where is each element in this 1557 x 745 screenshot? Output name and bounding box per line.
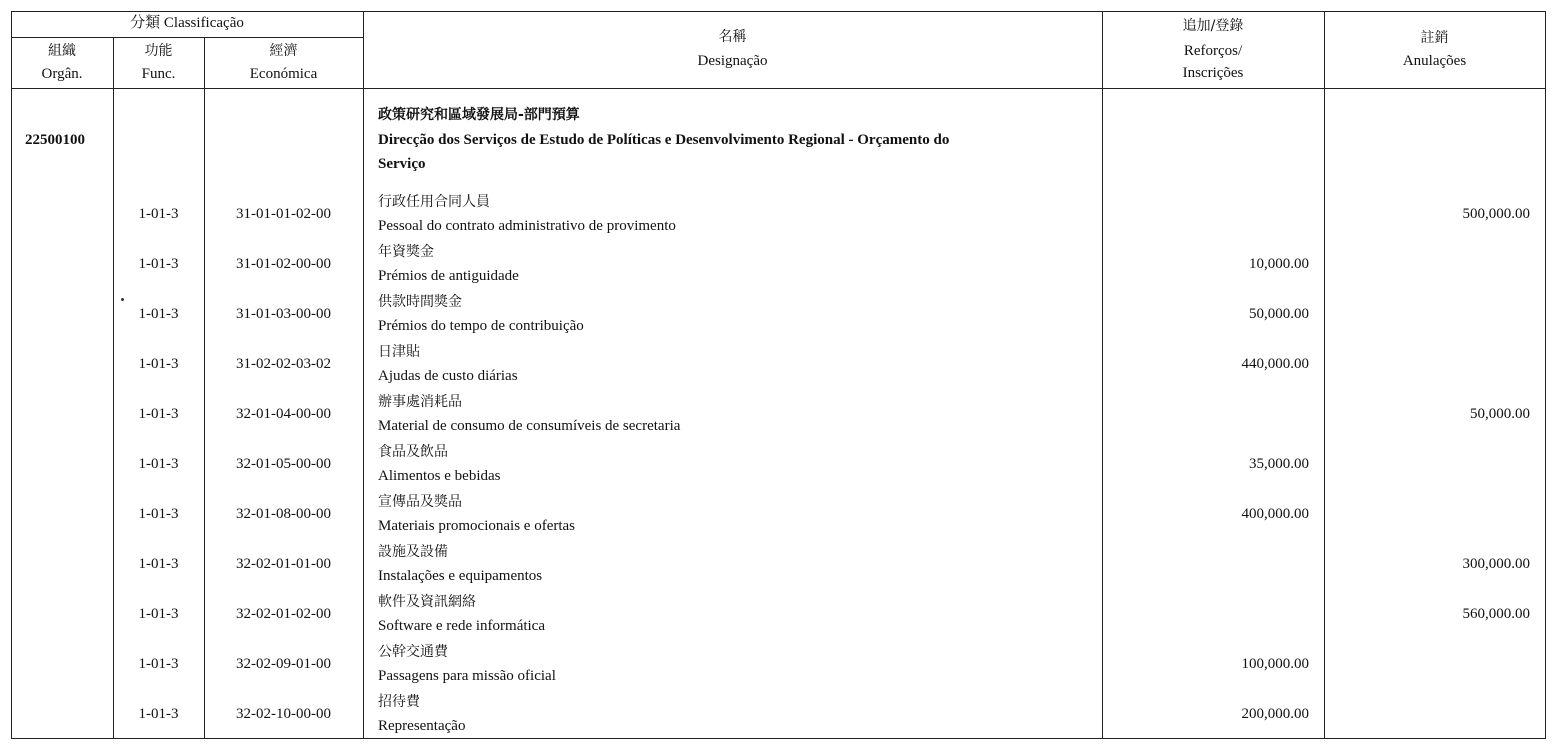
row-designation-zh: 宣傳品及獎品 [378, 494, 462, 510]
add-header-zh: 追加/登錄 [1182, 18, 1244, 34]
row-reinforcement-amount: 400,000.00 [1241, 506, 1309, 522]
row-designation-zh: 招待費 [378, 694, 420, 710]
row-reinforcement-amount: 50,000.00 [1249, 306, 1309, 322]
row-designation-zh: 設施及設備 [378, 544, 448, 560]
col-divider-econ [363, 11, 364, 739]
row-econ-code: 32-02-10-00-00 [236, 706, 331, 722]
row-econ-code: 32-02-09-01-00 [236, 656, 331, 672]
row-designation-pt: Material de consumo de consumíveis de secretaria [378, 418, 681, 434]
row-designation-pt: Passagens para missão oficial [378, 668, 556, 684]
row-designation-zh: 辦事處消耗品 [378, 394, 462, 410]
cancel-header-zh: 註銷 [1420, 30, 1449, 46]
cancel-header-pt: Anulações [1402, 53, 1467, 69]
row-econ-code: 31-01-03-00-00 [236, 306, 331, 322]
col-divider-func [204, 37, 205, 739]
row-reinforcement-amount: 200,000.00 [1241, 706, 1309, 722]
row-func-code: 1-01-3 [138, 706, 179, 722]
row-func-code: 1-01-3 [138, 456, 179, 472]
table-left-border [11, 11, 12, 739]
row-designation-zh: 年資獎金 [378, 244, 434, 260]
row-designation-pt: Pessoal do contrato administrativo de provimento [378, 218, 676, 234]
row-econ-code: 32-01-05-00-00 [236, 456, 331, 472]
org-header-zh: 組織 [48, 43, 76, 59]
table-bottom-border [11, 738, 1546, 739]
row-econ-code: 31-02-02-03-02 [236, 356, 331, 372]
row-designation-pt: Prémios do tempo de contribuição [378, 318, 584, 334]
row-designation-zh: 食品及飲品 [378, 444, 448, 460]
row-designation-pt: Software e rede informática [378, 618, 545, 634]
row-func-code: 1-01-3 [138, 606, 179, 622]
row-func-code: 1-01-3 [138, 506, 179, 522]
func-header-zh: 功能 [144, 43, 173, 59]
row-func-code: 1-01-3 [138, 206, 179, 222]
econ-header-pt: Económica [249, 66, 318, 82]
name-header-pt: Designação [697, 53, 768, 69]
row-designation-pt: Materiais promocionais e ofertas [378, 518, 576, 534]
org-name-pt-line1: Direcção dos Serviços de Estudo de Políticas e Desenvolvimento Regional - Orçamento do [378, 132, 950, 148]
row-designation-pt: Prémios de antiguidade [378, 268, 519, 284]
row-func-code: 1-01-3 [138, 306, 179, 322]
row-func-code: 1-01-3 [138, 356, 179, 372]
row-func-code: 1-01-3 [138, 656, 179, 672]
table-right-border [1545, 11, 1546, 739]
table-top-border [11, 11, 1546, 12]
row-cancellation-amount: 500,000.00 [1462, 206, 1530, 222]
row-econ-code: 32-02-01-02-00 [236, 606, 331, 622]
add-header-pt2: Inscrições [1182, 65, 1244, 81]
name-header-zh: 名稱 [718, 29, 747, 45]
row-designation-zh: 軟件及資訊網絡 [378, 594, 476, 610]
row-designation-zh: 日津貼 [378, 344, 420, 360]
row-econ-code: 32-01-04-00-00 [236, 406, 331, 422]
header-bottom-border [11, 88, 1546, 89]
econ-header-zh: 經濟 [269, 43, 298, 59]
classification-divider [11, 37, 363, 38]
scan-speck [121, 298, 124, 301]
row-func-code: 1-01-3 [138, 256, 179, 272]
row-reinforcement-amount: 100,000.00 [1241, 656, 1309, 672]
row-func-code: 1-01-3 [138, 406, 179, 422]
row-econ-code: 31-01-01-02-00 [236, 206, 331, 222]
row-econ-code: 31-01-02-00-00 [236, 256, 331, 272]
row-designation-pt: Alimentos e bebidas [378, 468, 501, 484]
row-func-code: 1-01-3 [138, 556, 179, 572]
org-name-zh: 政策研究和區域發展局-部門預算 [378, 107, 580, 123]
row-reinforcement-amount: 440,000.00 [1241, 356, 1309, 372]
classification-header: 分類 Classificação [130, 15, 244, 31]
row-designation-zh: 供款時間獎金 [378, 294, 462, 310]
org-code: 22500100 [25, 132, 85, 148]
row-cancellation-amount: 50,000.00 [1470, 406, 1530, 422]
row-cancellation-amount: 300,000.00 [1462, 556, 1530, 572]
row-designation-pt: Instalações e equipamentos [378, 568, 543, 584]
row-designation-pt: Ajudas de custo diárias [378, 368, 518, 384]
func-header-pt: Func. [141, 66, 176, 82]
row-designation-pt: Representação [378, 718, 466, 734]
add-header-pt1: Reforços/ [1183, 43, 1243, 59]
row-econ-code: 32-02-01-01-00 [236, 556, 331, 572]
row-designation-zh: 行政任用合同人員 [378, 194, 490, 210]
row-designation-zh: 公幹交通費 [378, 644, 448, 660]
col-divider-org [113, 37, 114, 739]
row-reinforcement-amount: 35,000.00 [1249, 456, 1309, 472]
col-divider-name [1102, 11, 1103, 739]
row-reinforcement-amount: 10,000.00 [1249, 256, 1309, 272]
col-divider-add [1324, 11, 1325, 739]
org-name-pt-line2: Serviço [378, 156, 426, 172]
row-econ-code: 32-01-08-00-00 [236, 506, 331, 522]
org-header-pt: Orgân. [41, 66, 83, 82]
row-cancellation-amount: 560,000.00 [1462, 606, 1530, 622]
